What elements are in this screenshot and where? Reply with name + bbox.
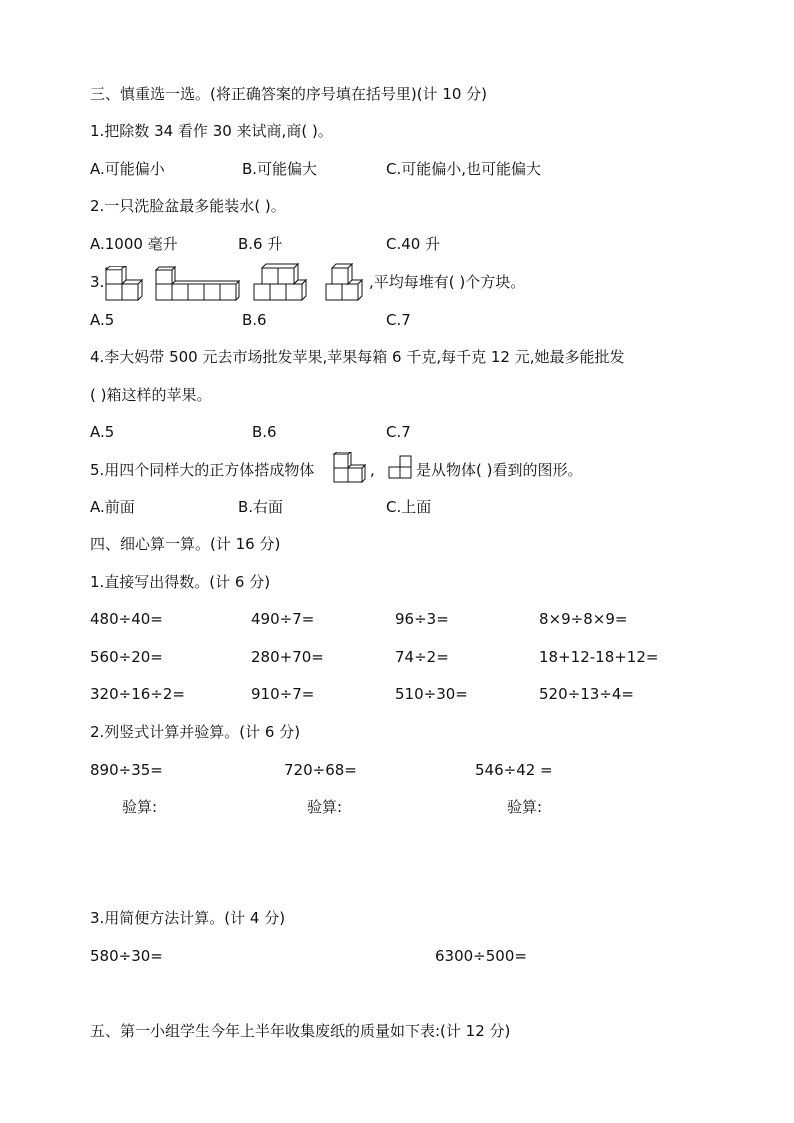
question-4-option-b: B.6 xyxy=(252,423,277,441)
question-5-stem-part-3: 是从物体( )看到的图形。 xyxy=(416,461,583,479)
question-5-option-a: A.前面 xyxy=(90,498,135,516)
object-cubes-figure xyxy=(332,452,368,486)
part-1-title: 1.直接写出得数。(计 6 分) xyxy=(90,573,271,591)
question-5-option-b: B.右面 xyxy=(238,498,284,516)
calc-item: 74÷2= xyxy=(395,648,449,666)
question-5-stem-part-1: 5.用四个同样大的正方体搭成物体 xyxy=(90,461,315,479)
question-2-option-c: C.40 升 xyxy=(386,235,441,253)
section-3-heading: 三、慎重选一选。(将正确答案的序号填在括号里)(计 10 分) xyxy=(90,85,488,103)
simple-calc-problem: 6300÷500= xyxy=(435,947,527,965)
question-1-option-a: A.可能偏小 xyxy=(90,160,165,178)
cube-pile-4-figure xyxy=(322,262,368,302)
calc-item: 480÷40= xyxy=(90,610,163,628)
view-shape-figure xyxy=(388,455,414,479)
question-1-option-c: C.可能偏小,也可能偏大 xyxy=(386,160,542,178)
calc-item: 910÷7= xyxy=(251,685,315,703)
question-1-stem: 1.把除数 34 看作 30 来试商,商( )。 xyxy=(90,122,333,140)
cube-pile-1-figure xyxy=(104,266,144,302)
question-3-stem: ,平均每堆有( )个方块。 xyxy=(369,273,526,291)
calc-item: 510÷30= xyxy=(395,685,468,703)
question-2-stem: 2.一只洗脸盆最多能装水( )。 xyxy=(90,197,286,215)
check-label: 验算: xyxy=(122,798,158,816)
calc-item: 8×9÷8×9= xyxy=(539,610,628,628)
simple-calc-problem: 580÷30= xyxy=(90,947,163,965)
cube-pile-2-figure xyxy=(154,266,240,302)
question-5-option-c: C.上面 xyxy=(386,498,432,516)
calc-item: 280+70= xyxy=(251,648,324,666)
question-4-stem-line-2: ( )箱这样的苹果。 xyxy=(90,386,212,404)
question-2-option-a: A.1000 毫升 xyxy=(90,235,178,253)
question-2-option-b: B.6 升 xyxy=(238,235,283,253)
question-4-option-a: A.5 xyxy=(90,423,115,441)
vertical-calc-problem: 546÷42 = xyxy=(475,761,553,779)
calc-item: 520÷13÷4= xyxy=(539,685,634,703)
question-3-option-c: C.7 xyxy=(386,311,411,329)
calc-item: 96÷3= xyxy=(395,610,449,628)
question-5-stem-part-2: , xyxy=(370,461,375,479)
calc-item: 490÷7= xyxy=(251,610,315,628)
calc-item: 18+12-18+12= xyxy=(539,648,659,666)
part-3-title: 3.用简便方法计算。(计 4 分) xyxy=(90,909,286,927)
question-3-option-a: A.5 xyxy=(90,311,115,329)
vertical-calc-problem: 720÷68= xyxy=(284,761,357,779)
check-label: 验算: xyxy=(507,798,543,816)
question-4-option-c: C.7 xyxy=(386,423,411,441)
cube-pile-3-figure xyxy=(252,262,310,302)
calc-item: 320÷16÷2= xyxy=(90,685,185,703)
question-3-option-b: B.6 xyxy=(242,311,267,329)
section-4-heading: 四、细心算一算。(计 16 分) xyxy=(90,535,281,553)
check-label: 验算: xyxy=(307,798,343,816)
question-1-option-b: B.可能偏大 xyxy=(242,160,318,178)
question-4-stem-line-1: 4.李大妈带 500 元去市场批发苹果,苹果每箱 6 千克,每千克 12 元,她最多能批发 xyxy=(90,348,625,366)
section-5-heading: 五、第一小组学生今年上半年收集废纸的质量如下表:(计 12 分) xyxy=(90,1022,511,1040)
calc-item: 560÷20= xyxy=(90,648,163,666)
part-2-title: 2.列竖式计算并验算。(计 6 分) xyxy=(90,723,301,741)
vertical-calc-problem: 890÷35= xyxy=(90,761,163,779)
question-3-number: 3. xyxy=(90,273,105,291)
